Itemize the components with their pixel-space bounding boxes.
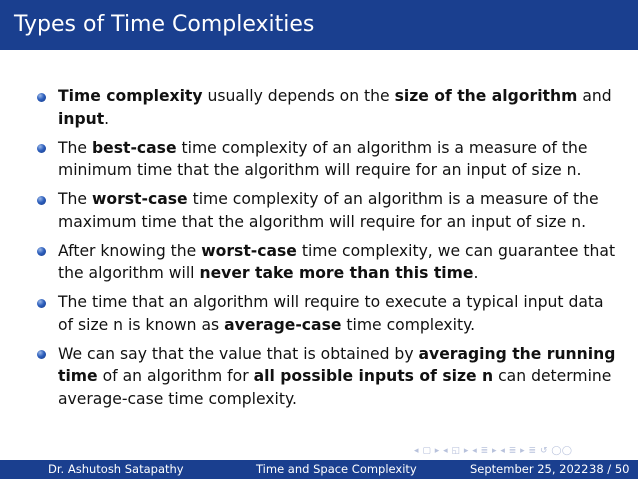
text-run: . <box>473 264 479 282</box>
text-run: The time that an algorithm will require to execute a typical input data of size n is known as <box>58 293 604 334</box>
text-run: usually depends on the <box>202 87 395 105</box>
footer-date: September 25, 2022 <box>470 462 589 476</box>
text-run: The <box>58 138 92 157</box>
footer-bar <box>0 460 638 479</box>
text-run: and <box>577 87 612 105</box>
title-bar <box>0 0 638 50</box>
text-run: can determine average-case time complexity. <box>58 367 612 408</box>
text-run: . <box>104 109 110 128</box>
text-run: time complexity of an algorithm is a measure of the minimum time that the algorithm will require for an input of size n. <box>58 138 588 179</box>
bold-text: all possible inputs of size n <box>253 367 494 385</box>
bold-text: worst-case <box>201 241 297 260</box>
bold-text: input <box>58 109 105 128</box>
bold-text: never take more than this time <box>199 264 474 282</box>
bullet-icon <box>37 196 46 205</box>
slide-title: Types of Time Complexities <box>14 12 315 37</box>
text-run: We can say that the value that is obtained by <box>58 344 419 363</box>
bullet-icon <box>37 144 46 153</box>
bullet-item <box>37 291 619 336</box>
bullet-item <box>37 188 619 233</box>
bullet-icon <box>37 93 46 102</box>
bullet-icon <box>37 350 46 359</box>
bold-text: worst-case <box>91 190 188 208</box>
bold-text: average-case <box>224 315 342 334</box>
bullet-icon <box>37 299 46 308</box>
text-run: After knowing the <box>58 241 202 260</box>
text-run: time complexity. <box>341 315 476 334</box>
bullet-icon <box>37 247 46 256</box>
bullet-item <box>37 137 619 182</box>
footer-title: Time and Space Complexity <box>256 462 417 476</box>
footer-page-number: 38 / 50 <box>589 462 630 476</box>
bold-text: Time complexity <box>58 87 203 105</box>
text-run: time complexity of an algorithm is a measure of the maximum time that the algorithm will require for an input of size n. <box>58 190 599 231</box>
bold-text: size of the algorithm <box>394 87 578 105</box>
beamer-navigation-icons[interactable]: ◂ ▢ ▸ ◂ ◱ ▸ ◂ ≣ ▸ ◂ ≣ ▸ ≣ ↺ ◯◯ <box>414 446 573 456</box>
bold-text: best-case <box>91 138 177 157</box>
text-run: time complexity, we can guarantee that the algorithm will <box>58 241 616 282</box>
text-run: The <box>58 190 92 208</box>
bold-text: averaging the running time <box>58 344 616 385</box>
bullet-list <box>37 85 619 417</box>
text-run: of an algorithm for <box>97 367 254 385</box>
footer-author: Dr. Ashutosh Satapathy <box>48 462 184 476</box>
bullet-item <box>37 85 619 130</box>
bullet-item <box>37 240 619 285</box>
bullet-item <box>37 343 619 411</box>
